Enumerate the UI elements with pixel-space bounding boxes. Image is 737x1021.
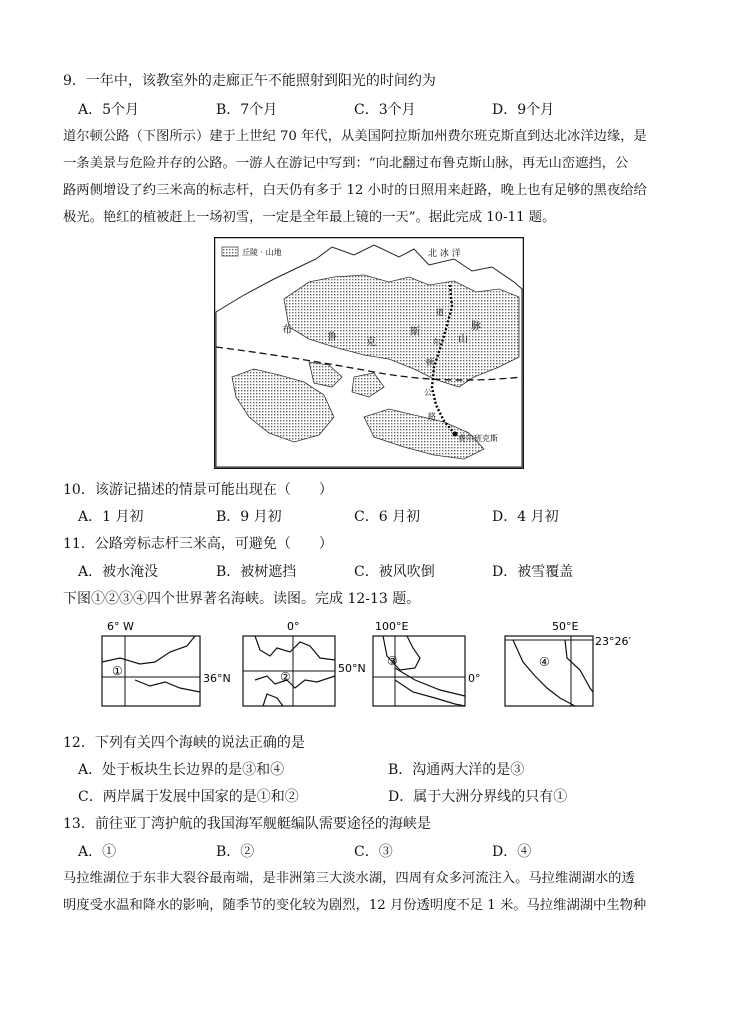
q12-option-d: D．属于大洲分界线的只有①	[388, 789, 568, 805]
m4-lon-label: 50°E	[552, 620, 579, 633]
q9-option-b: B．7个月	[216, 102, 278, 118]
range-char-1: 布	[282, 325, 292, 336]
m2-lon-label: 0°	[287, 620, 300, 633]
q13-stem: 13．前往亚丁湾护航的我国海军舰艇编队需要途径的海峡是	[63, 816, 431, 832]
intro-straits: 下图①②③④四个世界著名海峡。读图。完成 12-13 题。	[63, 591, 421, 607]
m2-strait-label: ②	[280, 670, 291, 684]
dalton-highway-map	[214, 237, 524, 469]
range-char-5: 山	[458, 334, 468, 345]
passage1-line-2: 一条美景与危险并存的公路。一游人在游记中写到：“向北翻过布鲁克斯山脉，再无山峦遮挡，公	[63, 156, 629, 171]
q13-option-a: A．①	[78, 844, 117, 860]
road-char-5: 路	[428, 412, 436, 421]
q12-option-a: A．处于板块生长边界的是③和④	[78, 762, 285, 778]
passage1-line-3: 路两侧增设了约三米高的标志杆，白天仍有多于 12 小时的日照用来赶路，晚上也有足够的黑夜给给	[63, 183, 647, 198]
straits-figure	[95, 618, 635, 718]
passage2-line-2: 明度受水温和降水的影响，随季节的变化较为剧烈，12 月份透明度不足 1 米。马拉维湖湖中生物种	[63, 898, 647, 913]
q9-option-d: D．9个月	[492, 102, 555, 118]
q12-option-b: B．沟通两大洋的是③	[388, 762, 525, 778]
q12-option-c: C．两岸属于发展中国家的是①和②	[78, 789, 299, 805]
map1-legend-text: 丘陵 · 山地	[242, 248, 282, 257]
q9-option-c: C．3个月	[354, 102, 416, 118]
q11-option-c: C．被风吹倒	[354, 564, 435, 580]
road-char-2: 尔	[433, 338, 441, 347]
q13-option-c: C．③	[354, 844, 393, 860]
q10-option-a: A．1 月初	[78, 509, 144, 525]
map1-ocean-label: 北 冰 洋	[428, 249, 461, 259]
range-char-2: 鲁	[327, 332, 337, 343]
map1-city-label: 费尔班克斯	[458, 434, 498, 443]
m1-lat-label: 36°N	[203, 672, 231, 685]
range-char-3: 克	[366, 337, 376, 348]
q10-option-c: C．6 月初	[354, 509, 421, 525]
m1-lon-label: 6° W	[107, 620, 134, 633]
m4-strait-label: ④	[539, 655, 550, 669]
q11-option-b: B．被树遮挡	[216, 564, 297, 580]
q9-option-a: A．5个月	[78, 102, 140, 118]
q10-option-d: D．4 月初	[492, 509, 559, 525]
range-char-4: 斯	[410, 327, 420, 338]
q11-option-a: A．被水淹没	[78, 564, 159, 580]
m4-lat-label: 23°26′	[595, 635, 631, 648]
range-char-6: 脉	[471, 321, 481, 332]
q11-stem: 11．公路旁标志杆三米高，可避免（ ）	[63, 536, 333, 552]
m3-strait-label: ③	[387, 654, 398, 668]
m1-strait-label: ①	[112, 664, 123, 678]
road-char-4: 公	[424, 388, 432, 397]
q11-option-d: D．被雪覆盖	[492, 564, 574, 580]
passage1-line-1: 道尔顿公路（下图所示）建于上世纪 70 年代，从美国阿拉斯加州费尔班克斯直到达北冰洋边缘，是	[63, 129, 647, 144]
q9-stem: 9．一年中，该教室外的走廊正午不能照射到阳光的时间约为	[63, 73, 436, 89]
q13-option-d: D．④	[492, 844, 532, 860]
q10-option-b: B．9 月初	[216, 509, 282, 525]
road-char-1: 道	[436, 308, 444, 317]
m3-lat-label: 0°	[468, 672, 481, 685]
q13-option-b: B．②	[216, 844, 255, 860]
passage1-line-4: 极光。艳红的植被赶上一场初雪，一定是全年最上镜的一天”。据此完成 10-11 题。	[63, 210, 556, 225]
passage2-line-1: 马拉维湖位于东非大裂谷最南端，是非洲第三大淡水湖，四周有众多河流注入。马拉维湖湖水的透	[63, 871, 635, 886]
road-char-3: 顿	[426, 358, 434, 367]
m2-lat-label: 50°N	[338, 662, 366, 675]
q10-stem: 10．该游记描述的情景可能出现在（ ）	[63, 482, 333, 498]
m3-lon-label: 100°E	[375, 620, 409, 633]
q12-stem: 12．下列有关四个海峡的说法正确的是	[63, 735, 305, 751]
